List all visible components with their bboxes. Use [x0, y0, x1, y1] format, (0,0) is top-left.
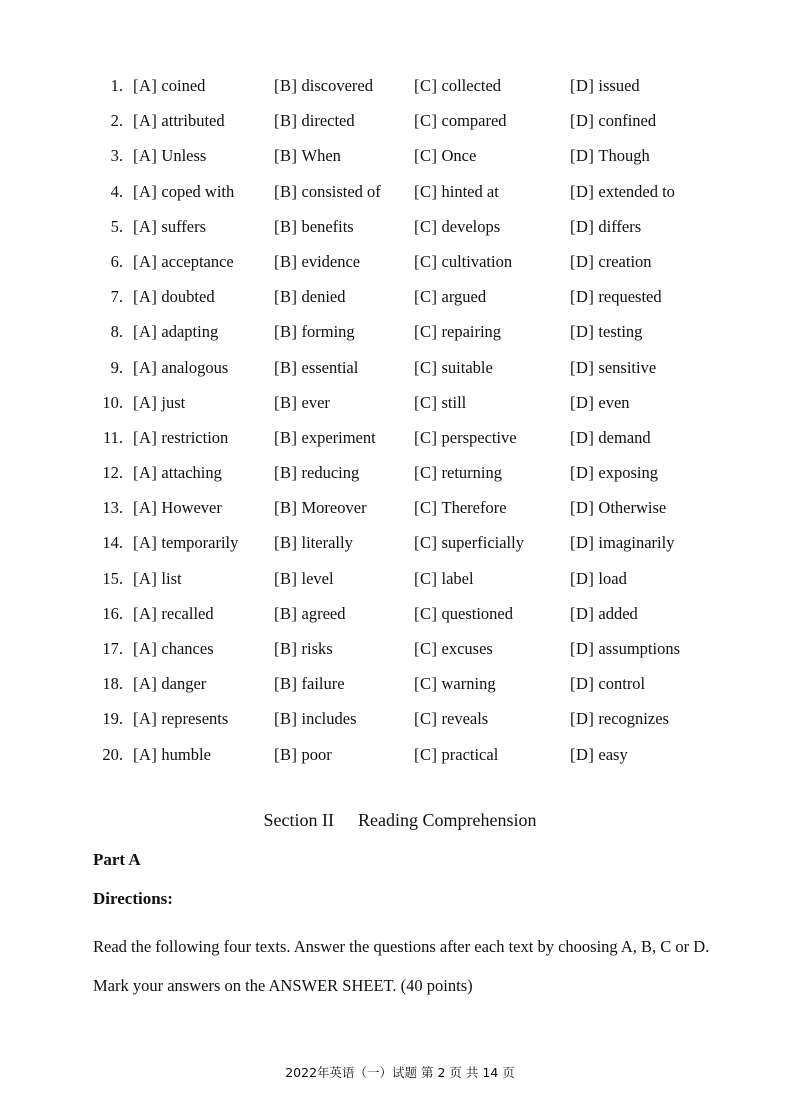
- option-text: represents: [161, 709, 229, 729]
- option-letter: [C]: [414, 463, 438, 483]
- option-letter: [B]: [274, 533, 298, 553]
- option-letter: [A]: [133, 603, 158, 623]
- option-a: [133, 244, 234, 279]
- option-text: demand: [598, 427, 651, 447]
- option-text: assumptions: [598, 639, 680, 658]
- question-number: 8.: [110, 322, 123, 342]
- option-text: suffers: [161, 216, 207, 236]
- option-letter: [C]: [414, 146, 438, 166]
- option-b: [274, 525, 353, 560]
- option-letter: [D]: [570, 287, 595, 307]
- question-row: [0, 596, 800, 631]
- option-letter: [C]: [414, 216, 438, 236]
- option-text: even: [598, 392, 630, 412]
- section-label: Section II: [263, 810, 334, 830]
- option-b: [274, 244, 360, 279]
- option-letter: [D]: [570, 111, 595, 131]
- question-row: [0, 279, 800, 314]
- option-text: temporarily: [161, 533, 239, 553]
- option-a: [133, 314, 218, 349]
- option-b: [274, 138, 341, 173]
- option-text: consisted of: [301, 181, 381, 201]
- option-letter: [B]: [274, 181, 298, 201]
- option-text: discovered: [301, 76, 373, 95]
- question-number: 14.: [102, 533, 123, 553]
- option-letter: [B]: [274, 568, 298, 588]
- option-letter: [D]: [570, 392, 595, 412]
- option-text: Though: [598, 146, 650, 166]
- option-d: [570, 631, 680, 666]
- option-letter: [C]: [414, 287, 438, 307]
- question-row: [0, 737, 800, 772]
- option-c: [414, 561, 474, 596]
- option-letter: [C]: [414, 76, 438, 95]
- option-letter: [D]: [570, 322, 595, 342]
- part-heading: Part A: [93, 850, 141, 869]
- option-text: superficially: [441, 533, 524, 553]
- option-d: [570, 103, 656, 138]
- option-c: [414, 701, 488, 736]
- option-text: exposing: [598, 463, 658, 483]
- option-b: [274, 666, 345, 701]
- option-letter: [D]: [570, 76, 595, 95]
- question-row: [0, 244, 800, 279]
- option-b: [274, 103, 355, 138]
- option-letter: [C]: [414, 568, 438, 588]
- option-c: [414, 209, 500, 244]
- option-text: benefits: [301, 216, 354, 236]
- option-letter: [B]: [274, 639, 298, 658]
- option-d: [570, 244, 652, 279]
- option-a: [133, 596, 214, 631]
- option-letter: [B]: [274, 463, 298, 483]
- question-number: 4.: [110, 181, 123, 201]
- option-b: [274, 314, 355, 349]
- option-letter: [B]: [274, 357, 298, 377]
- question-number: 7.: [110, 287, 123, 307]
- option-text: differs: [598, 216, 642, 236]
- option-text: issued: [598, 76, 640, 95]
- question-row: [0, 525, 800, 560]
- option-letter: [D]: [570, 709, 595, 729]
- option-text: easy: [598, 744, 628, 764]
- option-letter: [B]: [274, 709, 298, 729]
- option-letter: [A]: [133, 322, 158, 342]
- option-text: directed: [301, 111, 355, 131]
- option-letter: [C]: [414, 603, 438, 623]
- option-text: reveals: [441, 709, 489, 729]
- option-text: requested: [598, 287, 662, 307]
- option-a: [133, 350, 228, 385]
- option-c: [414, 420, 517, 455]
- option-letter: [D]: [570, 498, 595, 518]
- option-c: [414, 455, 502, 490]
- option-letter: [D]: [570, 181, 595, 201]
- option-c: [414, 314, 501, 349]
- option-text: Otherwise: [598, 498, 667, 518]
- question-row: [0, 350, 800, 385]
- question-row: [0, 314, 800, 349]
- option-b: [274, 596, 345, 631]
- option-text: attributed: [161, 111, 225, 131]
- option-text: coined: [161, 76, 206, 95]
- options-list: [0, 68, 800, 772]
- option-b: [274, 737, 332, 772]
- option-letter: [C]: [414, 357, 438, 377]
- option-letter: [B]: [274, 498, 298, 518]
- option-a: [133, 209, 206, 244]
- question-number: 3.: [110, 146, 123, 166]
- option-text: list: [161, 568, 182, 588]
- question-number: 16.: [102, 603, 123, 623]
- question-number: 19.: [102, 709, 123, 729]
- option-letter: [D]: [570, 639, 595, 658]
- option-text: attaching: [161, 463, 222, 483]
- option-letter: [A]: [133, 76, 158, 95]
- option-letter: [A]: [133, 533, 158, 553]
- option-letter: [C]: [414, 744, 438, 764]
- option-text: restriction: [161, 427, 229, 447]
- option-letter: [B]: [274, 392, 298, 412]
- option-c: [414, 385, 466, 420]
- option-text: just: [161, 392, 186, 412]
- option-text: reducing: [301, 463, 360, 483]
- option-text: coped with: [161, 181, 235, 201]
- option-a: [133, 737, 211, 772]
- option-text: practical: [441, 744, 499, 764]
- option-text: humble: [161, 744, 211, 764]
- option-d: [570, 209, 641, 244]
- option-b: [274, 174, 381, 209]
- question-row: [0, 631, 800, 666]
- option-letter: [B]: [274, 427, 298, 447]
- option-text: includes: [301, 709, 357, 729]
- option-a: [133, 279, 215, 314]
- option-a: [133, 420, 228, 455]
- option-text: load: [598, 568, 627, 588]
- question-row: [0, 68, 800, 103]
- option-letter: [A]: [133, 251, 158, 271]
- question-number: 2.: [110, 111, 123, 131]
- option-letter: [D]: [570, 463, 595, 483]
- option-a: [133, 666, 206, 701]
- option-letter: [D]: [570, 744, 595, 764]
- question-row: [0, 490, 800, 525]
- option-letter: [C]: [414, 181, 438, 201]
- option-text: ever: [301, 392, 330, 412]
- question-row: [0, 385, 800, 420]
- option-a: [133, 68, 205, 103]
- section-title: [0, 810, 800, 831]
- option-letter: [D]: [570, 427, 595, 447]
- option-letter: [A]: [133, 674, 158, 694]
- option-d: [570, 138, 650, 173]
- option-text: acceptance: [161, 251, 234, 271]
- option-letter: [A]: [133, 568, 158, 588]
- question-number: 17.: [102, 639, 123, 658]
- option-letter: [A]: [133, 709, 158, 729]
- option-text: label: [441, 568, 474, 588]
- option-text: Therefore: [441, 498, 507, 518]
- option-d: [570, 701, 669, 736]
- question-row: [0, 455, 800, 490]
- option-letter: [B]: [274, 322, 298, 342]
- option-letter: [A]: [133, 181, 158, 201]
- option-letter: [B]: [274, 76, 298, 95]
- option-text: However: [161, 498, 222, 518]
- option-letter: [C]: [414, 533, 438, 553]
- option-a: [133, 174, 234, 209]
- option-d: [570, 455, 658, 490]
- option-b: [274, 350, 358, 385]
- option-text: repairing: [441, 322, 502, 342]
- option-a: [133, 561, 182, 596]
- option-text: failure: [301, 674, 345, 694]
- option-a: [133, 631, 214, 666]
- option-letter: [A]: [133, 744, 158, 764]
- option-text: testing: [598, 322, 643, 342]
- option-c: [414, 103, 507, 138]
- option-d: [570, 525, 674, 560]
- option-d: [570, 385, 630, 420]
- option-text: Unless: [161, 146, 207, 166]
- option-a: [133, 103, 225, 138]
- option-letter: [D]: [570, 603, 595, 623]
- option-letter: [B]: [274, 216, 298, 236]
- option-letter: [A]: [133, 357, 158, 377]
- option-text: agreed: [301, 603, 346, 623]
- option-d: [570, 596, 638, 631]
- question-row: [0, 103, 800, 138]
- option-b: [274, 490, 367, 525]
- option-a: [133, 701, 228, 736]
- option-letter: [C]: [414, 251, 438, 271]
- option-text: level: [301, 568, 334, 588]
- option-text: sensitive: [598, 357, 657, 377]
- question-number: 6.: [110, 251, 123, 271]
- option-letter: [A]: [133, 111, 158, 131]
- option-text: doubted: [161, 287, 215, 307]
- option-text: warning: [441, 674, 496, 694]
- question-number: 18.: [102, 674, 123, 694]
- option-letter: [D]: [570, 216, 595, 236]
- option-b: [274, 455, 359, 490]
- option-letter: [B]: [274, 287, 298, 307]
- option-d: [570, 174, 675, 209]
- question-row: [0, 420, 800, 455]
- option-letter: [A]: [133, 427, 158, 447]
- option-letter: [D]: [570, 251, 595, 271]
- option-a: [133, 525, 238, 560]
- option-text: creation: [598, 251, 652, 271]
- option-letter: [C]: [414, 674, 438, 694]
- option-d: [570, 314, 642, 349]
- option-text: suitable: [441, 357, 493, 377]
- question-row: [0, 701, 800, 736]
- option-b: [274, 701, 357, 736]
- option-b: [274, 420, 376, 455]
- option-letter: [D]: [570, 568, 595, 588]
- option-letter: [A]: [133, 146, 158, 166]
- option-text: forming: [301, 322, 355, 342]
- option-c: [414, 631, 493, 666]
- option-letter: [C]: [414, 709, 438, 729]
- option-letter: [B]: [274, 111, 298, 131]
- option-text: develops: [441, 216, 501, 236]
- option-text: excuses: [441, 639, 493, 658]
- option-d: [570, 420, 651, 455]
- option-b: [274, 631, 333, 666]
- option-letter: [A]: [133, 216, 158, 236]
- option-d: [570, 279, 662, 314]
- option-letter: [B]: [274, 744, 298, 764]
- option-c: [414, 174, 499, 209]
- option-text: collected: [441, 76, 502, 95]
- option-letter: [D]: [570, 146, 595, 166]
- option-letter: [C]: [414, 427, 438, 447]
- option-c: [414, 68, 501, 103]
- option-a: [133, 455, 222, 490]
- question-row: [0, 666, 800, 701]
- option-text: added: [598, 603, 638, 623]
- question-number: 11.: [102, 427, 123, 447]
- option-a: [133, 385, 185, 420]
- option-text: adapting: [161, 322, 219, 342]
- option-text: cultivation: [441, 251, 513, 271]
- option-text: poor: [301, 744, 332, 764]
- question-number: 10.: [102, 392, 123, 412]
- option-text: questioned: [441, 603, 513, 623]
- option-letter: [D]: [570, 357, 595, 377]
- option-d: [570, 737, 628, 772]
- option-letter: [A]: [133, 463, 158, 483]
- option-d: [570, 490, 666, 525]
- option-letter: [B]: [274, 146, 298, 166]
- option-c: [414, 138, 476, 173]
- question-row: [0, 174, 800, 209]
- option-c: [414, 525, 524, 560]
- question-row: [0, 561, 800, 596]
- option-b: [274, 209, 354, 244]
- option-b: [274, 68, 373, 103]
- option-text: extended to: [598, 181, 675, 201]
- option-letter: [C]: [414, 392, 438, 412]
- question-number: 5.: [110, 216, 123, 236]
- option-text: perspective: [441, 427, 517, 447]
- section-name: Reading Comprehension: [358, 810, 537, 830]
- option-letter: [D]: [570, 533, 595, 553]
- option-d: [570, 68, 640, 103]
- option-b: [274, 279, 345, 314]
- option-letter: [A]: [133, 639, 158, 658]
- option-letter: [B]: [274, 251, 298, 271]
- option-d: [570, 350, 656, 385]
- option-text: recognizes: [598, 709, 669, 729]
- question-number: 13.: [102, 498, 123, 518]
- option-text: control: [598, 674, 646, 694]
- option-text: imaginarily: [598, 533, 675, 553]
- option-letter: [C]: [414, 639, 438, 658]
- option-b: [274, 385, 330, 420]
- directions-heading: Directions:: [93, 889, 173, 908]
- option-letter: [A]: [133, 392, 158, 412]
- option-letter: [A]: [133, 498, 158, 518]
- option-letter: [C]: [414, 498, 438, 518]
- option-text: danger: [161, 674, 207, 694]
- option-text: returning: [441, 463, 502, 483]
- option-d: [570, 561, 627, 596]
- question-row: [0, 209, 800, 244]
- question-number: 20.: [102, 744, 123, 764]
- option-a: [133, 490, 222, 525]
- option-c: [414, 666, 496, 701]
- option-c: [414, 244, 512, 279]
- option-letter: [C]: [414, 111, 438, 131]
- option-text: evidence: [301, 251, 361, 271]
- option-letter: [A]: [133, 287, 158, 307]
- option-text: Once: [441, 146, 477, 166]
- question-number: 15.: [102, 568, 123, 588]
- option-text: literally: [301, 533, 353, 553]
- page-footer: 2022年英语（一）试题 第 2 页 共 14 页: [285, 1065, 515, 1080]
- option-text: Moreover: [301, 498, 367, 518]
- option-c: [414, 490, 507, 525]
- option-letter: [B]: [274, 674, 298, 694]
- option-a: [133, 138, 206, 173]
- option-text: confined: [598, 111, 657, 131]
- question-row: [0, 138, 800, 173]
- option-text: compared: [441, 111, 507, 131]
- question-number: 1.: [110, 76, 123, 95]
- option-c: [414, 737, 498, 772]
- option-c: [414, 596, 513, 631]
- option-text: recalled: [161, 603, 214, 623]
- option-b: [274, 561, 334, 596]
- option-text: denied: [301, 287, 346, 307]
- option-text: still: [441, 392, 467, 412]
- option-text: argued: [441, 287, 487, 307]
- option-letter: [D]: [570, 674, 595, 694]
- question-number: 9.: [110, 357, 123, 377]
- option-text: hinted at: [441, 181, 499, 201]
- option-letter: [C]: [414, 322, 438, 342]
- option-c: [414, 350, 493, 385]
- option-text: analogous: [161, 357, 229, 377]
- option-letter: [B]: [274, 603, 298, 623]
- option-text: risks: [301, 639, 333, 658]
- option-text: experiment: [301, 427, 376, 447]
- option-d: [570, 666, 645, 701]
- directions-text: Read the following four texts. Answer the questions after each text by choosing A, B, C or D. Mark your answers on the ANSWER SHEET. (40 points): [93, 937, 710, 995]
- option-text: When: [301, 146, 341, 166]
- option-text: essential: [301, 357, 359, 377]
- option-text: chances: [161, 639, 214, 658]
- option-c: [414, 279, 486, 314]
- question-number: 12.: [102, 463, 123, 483]
